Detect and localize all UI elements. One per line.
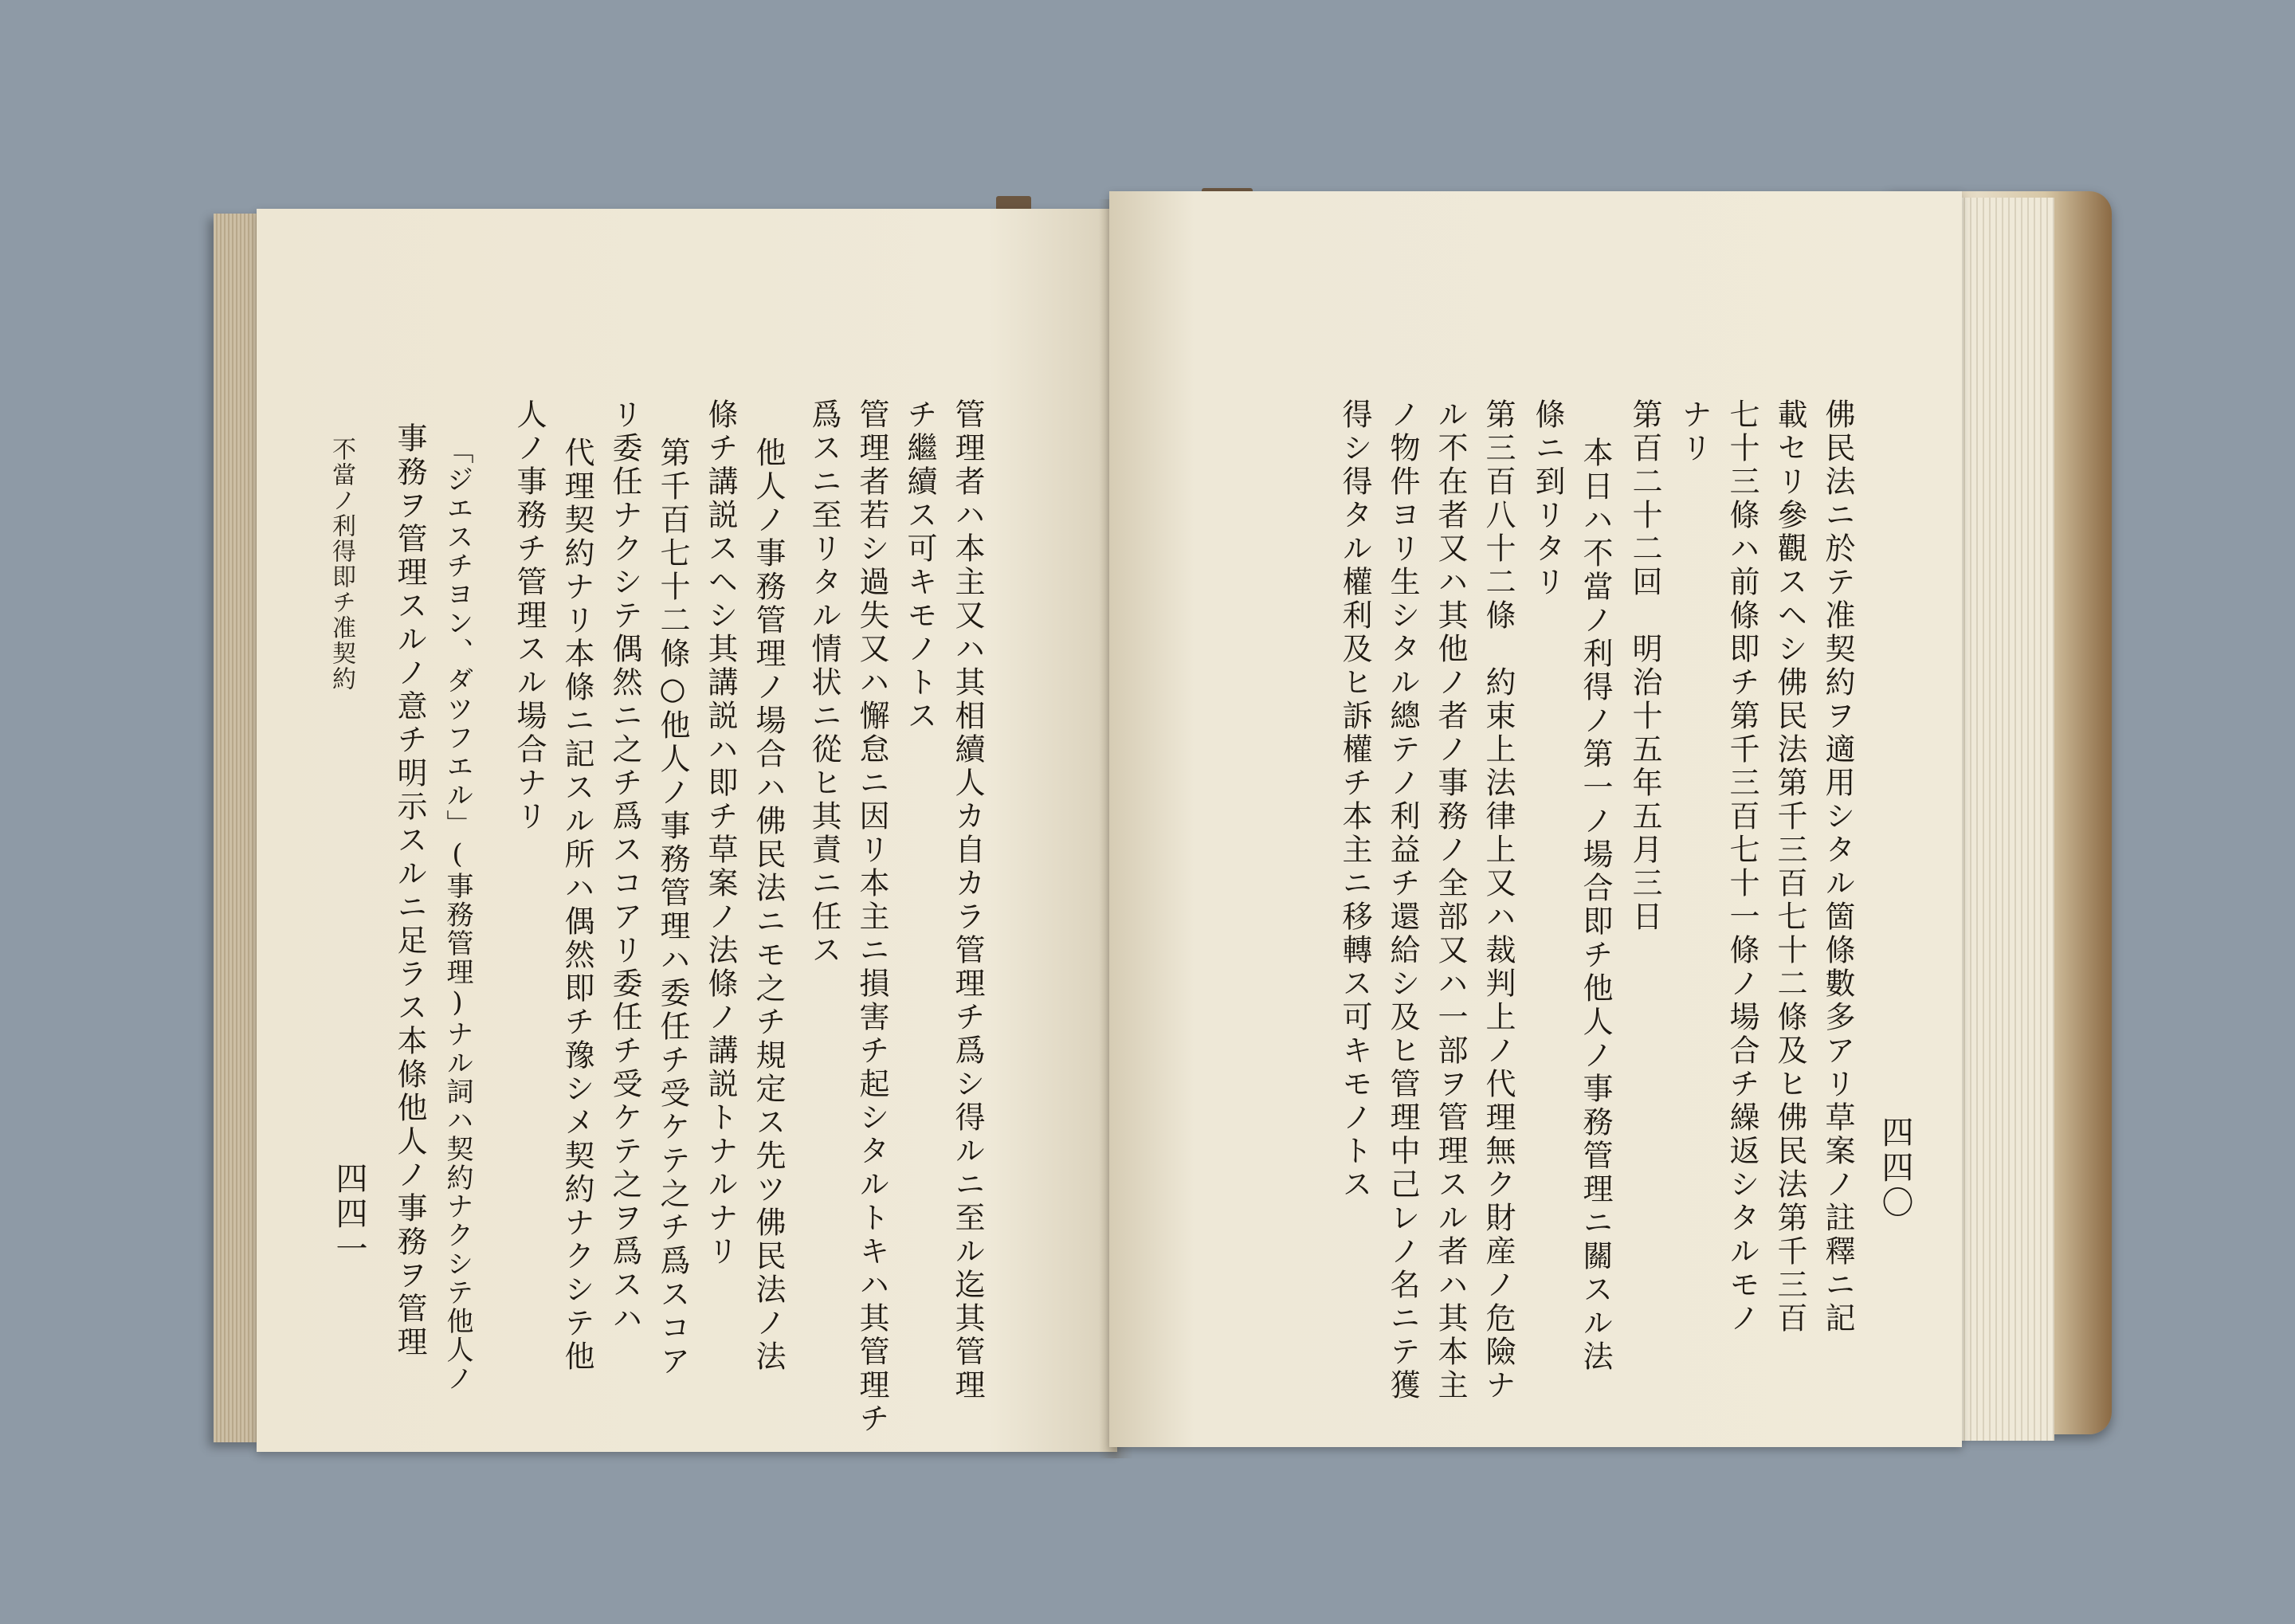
right-line-2: 載セリ參觀スヘシ佛民法第千三百七十二條及ヒ佛民法第千三百 xyxy=(1772,398,1807,1336)
article-382-line-2: ル不在者又ハ其他ノ者ノ事務ノ全部又ハ一部ヲ管理スル者ハ其本主 xyxy=(1433,398,1468,1402)
right-line-6: 本日ハ不當ノ利得ノ第一ノ場合即チ他人ノ事務管理ニ關スル法 xyxy=(1578,437,1613,1374)
right-line-1: 佛民法ニ於テ准契約ヲ適用シタル箇條數多アリ草案ノ註釋ニ記 xyxy=(1820,398,1855,1336)
right-line-7: 條ニ到リタリ xyxy=(1530,398,1565,599)
left-line-5: 他人ノ事務管理ノ場合ハ佛民法ニモ之チ規定ス先ツ佛民法ノ法 xyxy=(751,437,786,1374)
left-folio: 四四一 xyxy=(331,1162,367,1267)
left-line-12: 事務ヲ管理スルノ意チ明示スルニ足ラス本條他人ノ事務ヲ管理 xyxy=(392,422,427,1359)
left-line-8: リ委任ナクシテ偶然ニ之チ爲スコアリ委任チ受ケテ之ヲ爲スハ xyxy=(607,398,642,1336)
left-line-9: 代理契約ナリ本條ニ記スル所ハ偶然即チ豫シメ契約ナクシテ他 xyxy=(559,437,594,1374)
article-382-line-4: 得シ得タル權利及ヒ訴權チ本主ニ移轉ス可キモノトス xyxy=(1337,398,1372,1202)
lecture-heading: 第百二十二回 明治十五年五月三日 xyxy=(1627,398,1662,934)
article-382-line-3: ノ物件ヨリ生シタル總テノ利益チ還給シ及ヒ管理中己レノ名ニテ獲 xyxy=(1385,398,1420,1402)
left-line-11: 「ジエスチヨン、ダツフエル」(事務管理)ナル詞ハ契約ナクシテ他人ノ xyxy=(441,437,473,1393)
right-folio: 四四〇 xyxy=(1877,1116,1913,1221)
left-line-7: 第千百七十二條○他人ノ事務管理ハ委任チ受ケテ之チ爲スコア xyxy=(655,437,690,1379)
left-line-1: 管理者ハ本主又ハ其相續人カ自カラ管理チ爲シ得ルニ至ル迄其管理 xyxy=(950,398,985,1402)
left-line-2: チ繼續ス可キモノトス xyxy=(902,398,937,733)
left-line-3: 管理者若シ過失又ハ懈怠ニ因リ本主ニ損害チ起シタルトキハ其管理チ xyxy=(854,398,889,1436)
right-page-edges xyxy=(1959,198,2054,1441)
right-line-3: 七十三條ハ前條即チ第千三百七十一條ノ場合チ繰返シタルモノ xyxy=(1724,398,1760,1336)
left-line-10: 人ノ事務チ管理スル場合ナリ xyxy=(512,398,547,834)
left-running-head: 不當ノ利得即チ准契約 xyxy=(328,437,355,692)
article-382-line-1: 第三百八十二條 約束上法律上又ハ裁判上ノ代理無ク財産ノ危險ナ xyxy=(1481,398,1516,1402)
right-line-4: ナリ xyxy=(1677,398,1712,465)
left-line-4: 爲スニ至リタル情状ニ從ヒ其責ニ任ス xyxy=(806,398,842,967)
left-line-6: 條チ講説スヘシ其講説ハ即チ草案ノ法條ノ講説トナルナリ xyxy=(703,398,738,1269)
left-page-edges xyxy=(214,214,263,1442)
